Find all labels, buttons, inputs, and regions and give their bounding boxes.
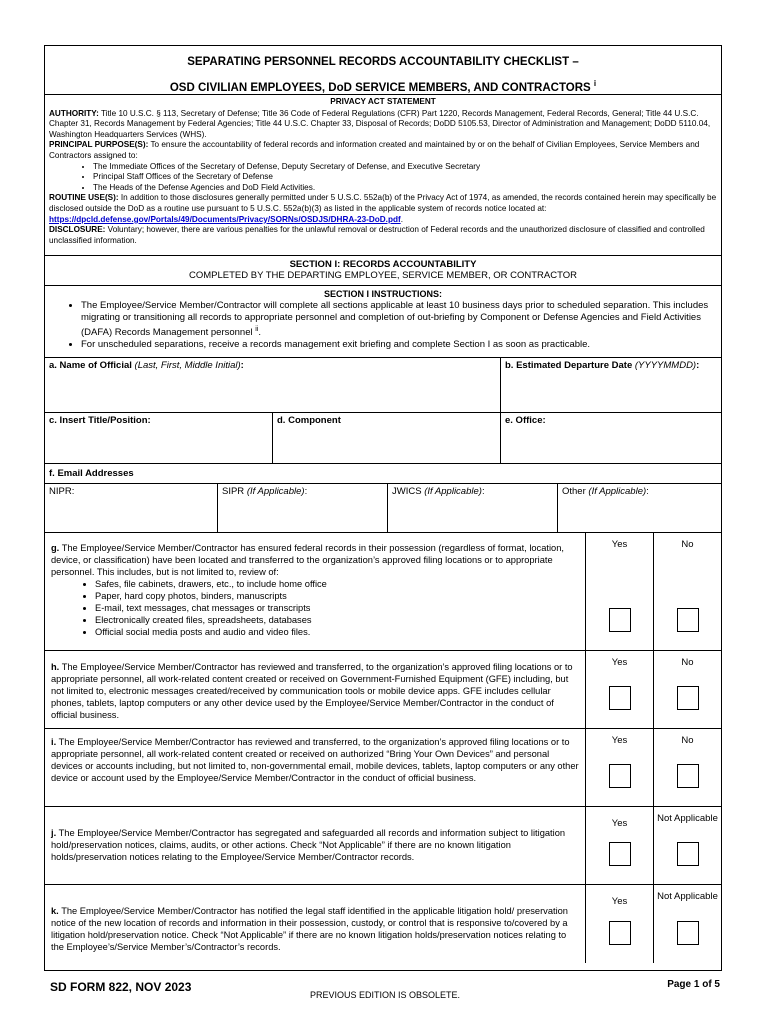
yes-checkbox[interactable] bbox=[609, 608, 631, 632]
question-j bbox=[45, 807, 721, 885]
not-applicable-checkbox[interactable] bbox=[677, 842, 699, 866]
question-k-na: Not Applicable bbox=[653, 885, 721, 963]
question-k-text: k. The Employee/Service Member/Contractor has notified the legal staff identified in the applicable litigation hold/ preservation notice of the new location of records and information in their possession, custody, or control that is responsive to/covered by a litigation hold/preservation notice. Check “Not Applicable” if there are no known litigation holds/preservation notices relating to the Employee’s/Service Member’s/Contractor’s records. bbox=[51, 906, 568, 952]
instruction-item: • The Employee/Service Member/Contractor will complete all sections applicable at least 10 business days prior to scheduled separation. This includes migrating or transitioning all records to appropriate personnel and completion of out-briefing by Component or Defense Agencies and Field Activities (DAFA) Records Management personnel $^{ii}$. bbox=[81, 300, 715, 339]
name-date-row bbox=[45, 358, 721, 413]
departure-date-field[interactable]: b. Estimated Departure Date (YYYYMMDD): bbox=[500, 358, 721, 412]
question-j-yes: Yes bbox=[585, 807, 653, 884]
purpose-list bbox=[49, 162, 717, 194]
office-field[interactable]: e. Office: bbox=[500, 413, 721, 463]
review-item: • Electronically created files, spreadsheets, databases bbox=[95, 614, 579, 626]
questions bbox=[45, 533, 721, 963]
question-h-text: h. The Employee/Service Member/Contractor has reviewed and transferred, to the organization’s approved filing locations or to appropriate personnel, all work-related content created or received on Government-Furnished Equipment (GFE) including, but not limited to, electronic messages created/received by communication tools or mobile device apps. GFE includes cellular phones, tablets, laptop computers or any other device used by the Employee/Service Member/Contractor in the conduct of official business. bbox=[51, 662, 573, 720]
question-j-na: Not Applicable bbox=[653, 807, 721, 884]
question-i-yes: Yes bbox=[585, 729, 653, 806]
endnote-marker: i bbox=[593, 79, 597, 88]
form-title bbox=[45, 46, 721, 95]
review-item: • Official social media posts and audio and video files. bbox=[95, 626, 579, 638]
question-i-text: i. The Employee/Service Member/Contractor has reviewed and transferred, to the organization’s approved filing locations or to appropriate personnel, all work-related content created or received on authorized “Bring Your Own Devices” and personal devices or accounts including, but not limited to, non-governmental email, mobile devices, tablets, laptop computers or any other device or account used by the Employee/Service Member/Contractor in the conduct of official business. bbox=[51, 737, 579, 783]
disclosure-paragraph: DISCLOSURE: Voluntary; however, there are various penalties for the unlawful removal or destruction of Federal records and the unauthorized disclosure of classified and controlled unclassified information. bbox=[49, 225, 705, 245]
yes-checkbox[interactable] bbox=[609, 842, 631, 866]
question-h-yes: Yes bbox=[585, 651, 653, 728]
title-line-1: SEPARATING PERSONNEL RECORDS ACCOUNTABILITY CHECKLIST – bbox=[187, 56, 579, 68]
question-h-no: No bbox=[653, 651, 721, 728]
sorn-link[interactable]: https://dpcld.defense.gov/Portals/49/Documents/Privacy/SORNs/OSDJS/DHRA-23-DoD.pdf bbox=[49, 214, 401, 224]
email-addresses-label: f. Email Addresses bbox=[45, 464, 721, 484]
question-k-yes: Yes bbox=[585, 885, 653, 963]
email-addresses-row bbox=[45, 484, 721, 533]
jwics-email-field[interactable]: JWICS (If Applicable): bbox=[387, 484, 557, 532]
question-g-text: g. The Employee/Service Member/Contractor has ensured federal records in their possession (regardless of format, location, device, or classification) have been located and transferred to the organization’s approved filing locations or to appropriate personnel. This includes, but is not limited to, review of: • Safes, file cabinets, drawers, etc., to include home office • Paper, hard copy photos, binders, manuscripts • E-mail, text messages, chat messages or transcripts • Electronically created files, spreadsheets, databases • Official social media posts and audio and video files. bbox=[45, 533, 585, 650]
question-g-no: No bbox=[653, 533, 721, 650]
obsolete-notice: PREVIOUS EDITION IS OBSOLETE. bbox=[309, 990, 461, 1000]
other-email-field[interactable]: Other (If Applicable): bbox=[557, 484, 721, 532]
section-1-header bbox=[45, 256, 721, 286]
question-j-text: j. The Employee/Service Member/Contractor has segregated and safeguarded all records and information subject to litigation hold/preservation notices, claims, audits, or other actions. Check “Not Applicable” if there are no known litigation holds/preservation notices relating to the Employee/Service Member/Contractor records. bbox=[51, 828, 566, 862]
question-h bbox=[45, 651, 721, 729]
form-number: SD FORM 822, NOV 2023 bbox=[50, 980, 192, 994]
component-field[interactable]: d. Component bbox=[272, 413, 500, 463]
yes-checkbox[interactable] bbox=[609, 921, 631, 945]
name-field[interactable]: a. Name of Official (Last, First, Middle Initial): bbox=[49, 360, 244, 371]
purpose-item: • The Heads of the Defense Agencies and DoD Field Activities. bbox=[93, 183, 717, 194]
title-component-office-row bbox=[45, 413, 721, 464]
no-checkbox[interactable] bbox=[677, 686, 699, 710]
section-1-subheading: COMPLETED BY THE DEPARTING EMPLOYEE, SERVICE MEMBER, OR CONTRACTOR bbox=[189, 270, 577, 281]
nipr-email-field[interactable]: NIPR: bbox=[49, 486, 75, 497]
instructions-heading: SECTION I INSTRUCTIONS: bbox=[323, 289, 442, 299]
question-g bbox=[45, 533, 721, 651]
question-g-yes: Yes bbox=[585, 533, 653, 650]
yes-checkbox[interactable] bbox=[609, 686, 631, 710]
checklist-form bbox=[44, 45, 722, 971]
yes-checkbox[interactable] bbox=[609, 764, 631, 788]
not-applicable-checkbox[interactable] bbox=[677, 921, 699, 945]
authority-paragraph: AUTHORITY: Title 10 U.S.C. § 113, Secretary of Defense; Title 36 Code of Federal Regulations (CFR) Part 1220, Records Management, Federal Records, General; Title 44 U.S.C. Chapter 31, Records Management by Federal Agencies; Title 44 U.S.C. Chapter 33, Disposal of Records; DoDD 5105.53, Director of Administration and Management; DoDD 5110.04, Washington Headquarters Services (WHS). bbox=[49, 108, 711, 139]
purpose-item: • The Immediate Offices of the Secretary of Defense, Deputy Secretary of Defense, and Executive Secretary bbox=[93, 162, 717, 173]
page-number: Page 1 of 5 bbox=[667, 979, 720, 990]
purpose-item: • Principal Staff Offices of the Secretary of Defense bbox=[93, 172, 717, 183]
question-i-no: No bbox=[653, 729, 721, 806]
review-item: • Safes, file cabinets, drawers, etc., to include home office bbox=[95, 578, 579, 590]
routine-use-paragraph: ROUTINE USE(S): In addition to those disclosures generally permitted under 5 U.S.C. 552a(b) of the Privacy Act of 1974, as amended, the records contained herein may specifically be disclosed outside the DoD as a routine use pursuant to 5 U.S.C. 552a(b)(3) as listed in the applicable system of records notice located at: https://dpcld.defense.gov/Portals/49/Documents/Privacy/SORNs/OSDJS/DHRA-23-DoD.pdf. bbox=[49, 193, 717, 224]
title-line-2: OSD CIVILIAN EMPLOYEES, DoD SERVICE MEMBERS, AND CONTRACTORS $^i$ bbox=[169, 79, 597, 94]
review-item: • Paper, hard copy photos, binders, manuscripts bbox=[95, 590, 579, 602]
section-1-instructions bbox=[45, 286, 721, 358]
purpose-paragraph: PRINCIPAL PURPOSE(S): To ensure the accountability of federal records and information created and maintained by or on the behalf of Civilian Employees, Service Members and Contractors assigned to: bbox=[49, 140, 700, 160]
privacy-heading: PRIVACY ACT STATEMENT bbox=[330, 97, 436, 106]
sipr-email-field[interactable]: SIPR (If Applicable): bbox=[217, 484, 387, 532]
question-k bbox=[45, 885, 721, 963]
title-position-field[interactable]: c. Insert Title/Position: bbox=[49, 415, 151, 426]
privacy-act-statement bbox=[45, 95, 721, 256]
no-checkbox[interactable] bbox=[677, 608, 699, 632]
question-i bbox=[45, 729, 721, 807]
review-item: • E-mail, text messages, chat messages or transcripts bbox=[95, 602, 579, 614]
section-1-heading: SECTION I: RECORDS ACCOUNTABILITY bbox=[289, 259, 477, 270]
no-checkbox[interactable] bbox=[677, 764, 699, 788]
instruction-item: • For unscheduled separations, receive a records management exit briefing and complete Section I as soon as practicable. bbox=[81, 339, 715, 351]
